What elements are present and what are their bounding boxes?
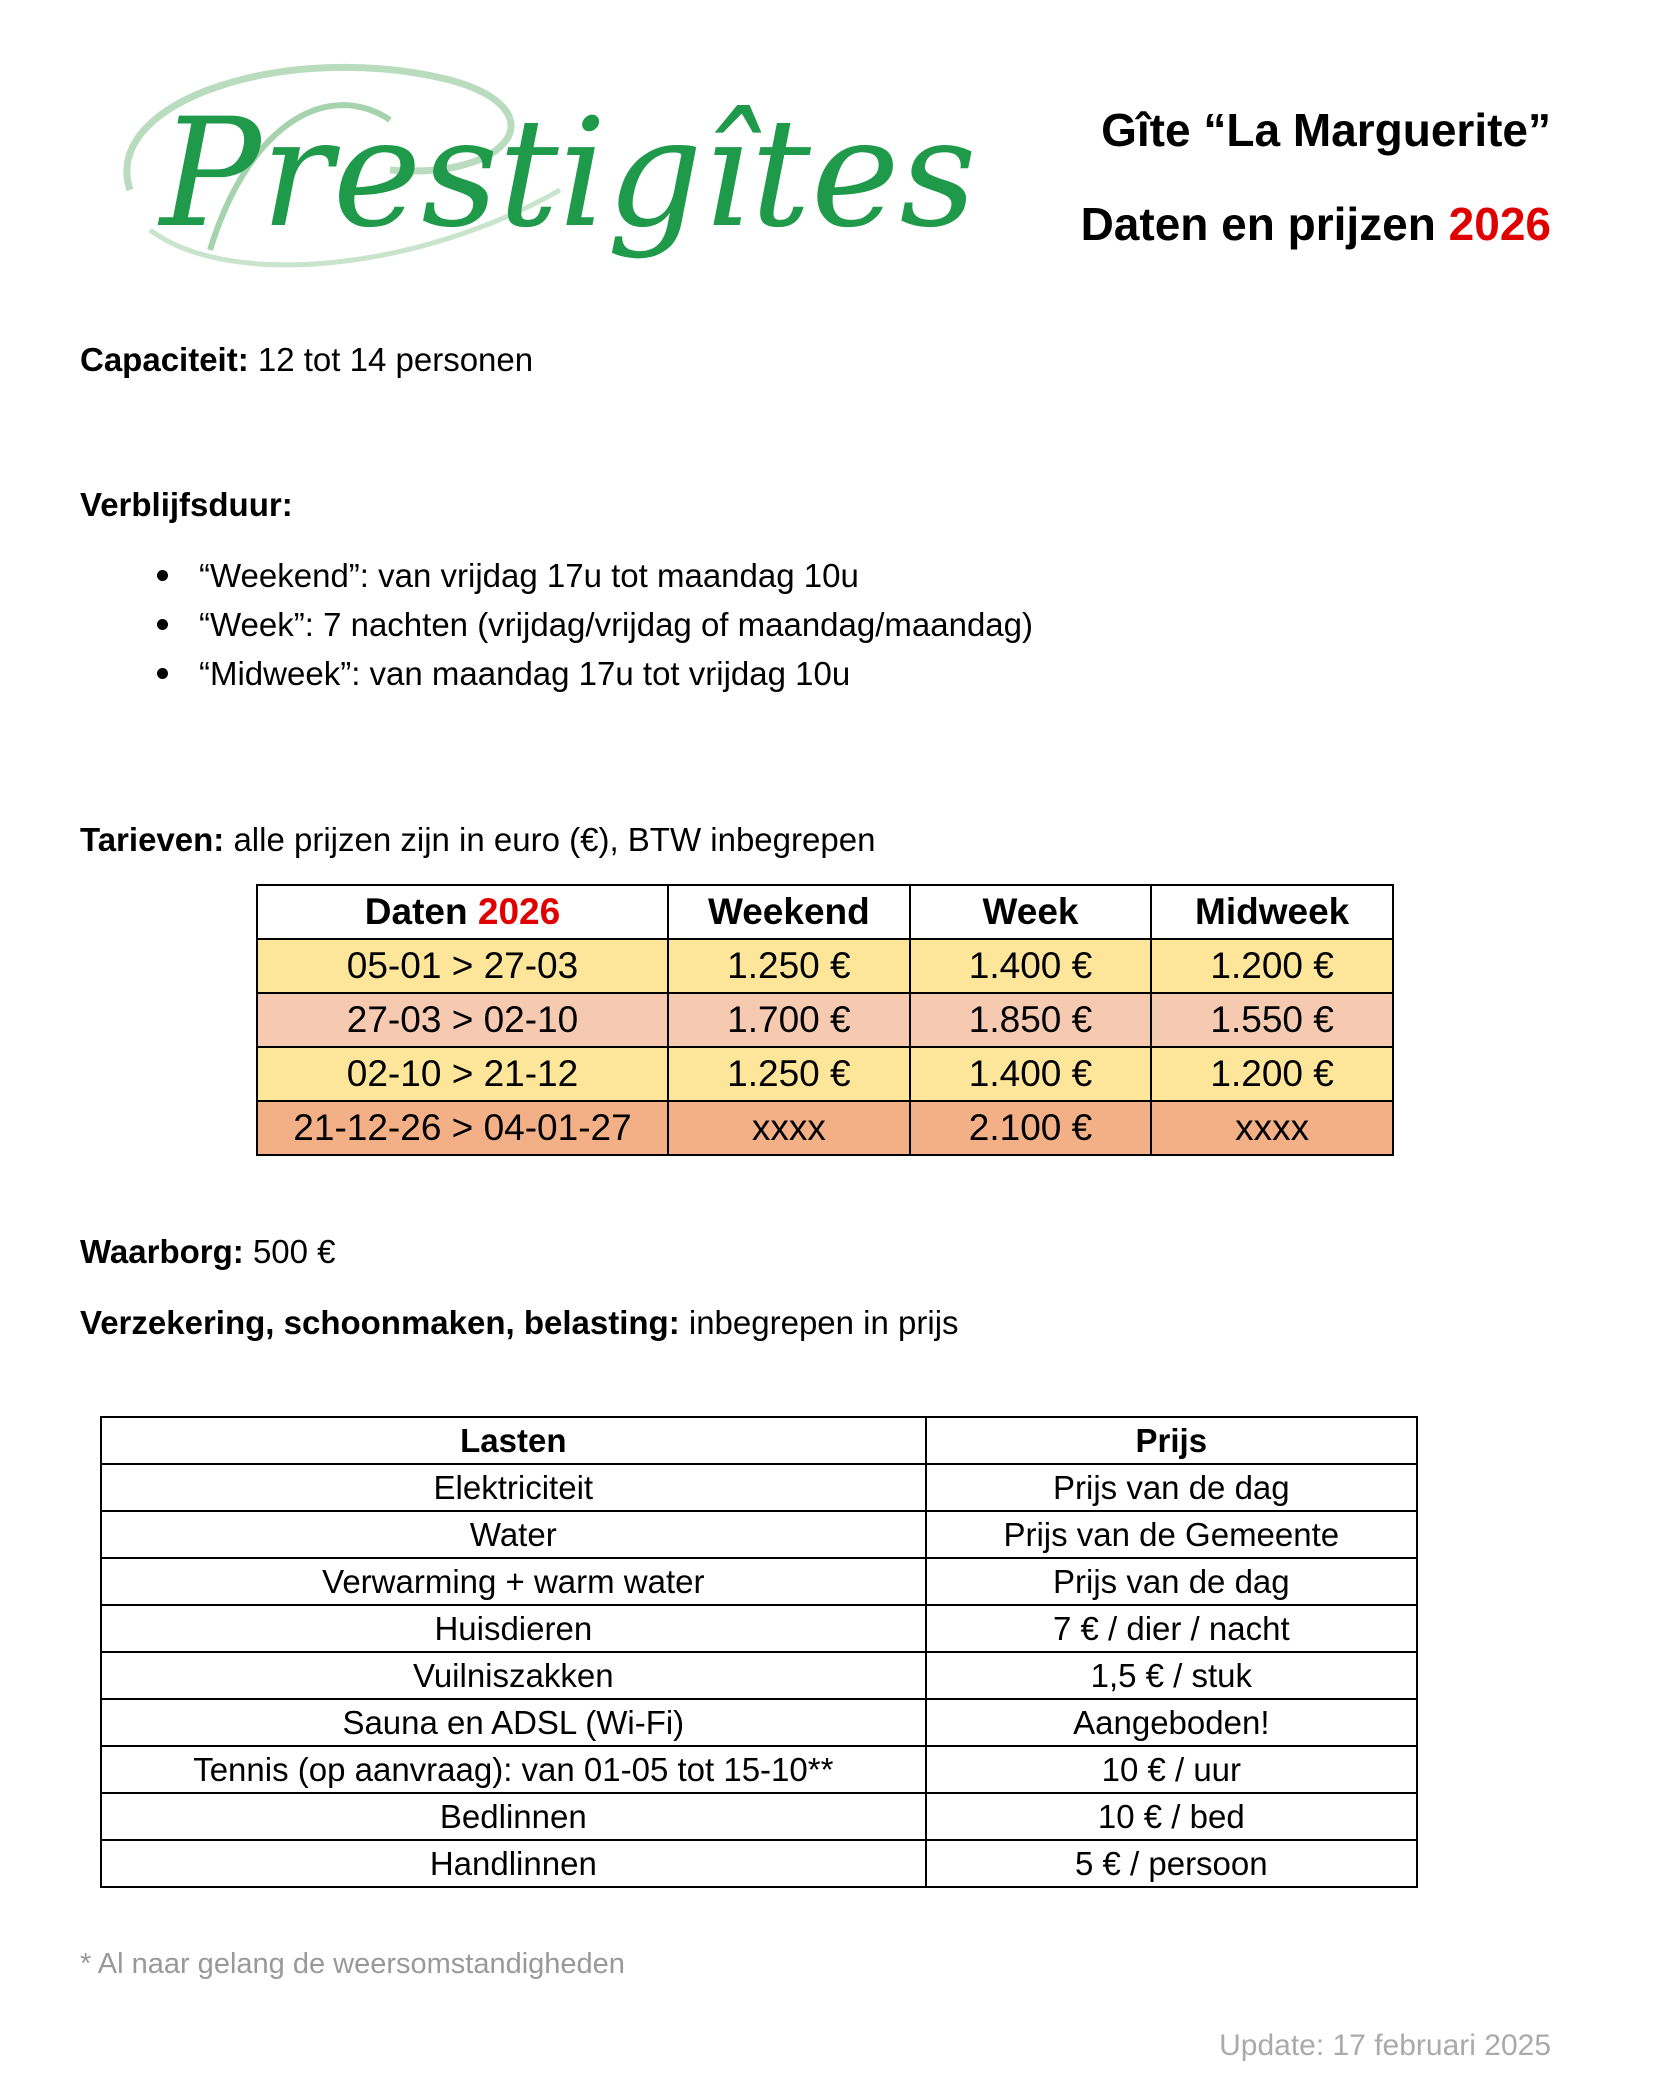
costs-table [100,1416,1418,1888]
cell-item: Bedlinnen [101,1793,926,1840]
cell-item: Huisdieren [101,1605,926,1652]
header-dates [257,885,668,939]
capacity-label: Capaciteit: [80,341,249,378]
list-item: “Weekend”: van vrijdag 17u tot maandag 10u [155,551,1033,600]
update-date: Update: 17 februari 2025 [1219,2029,1551,2062]
rates-table [256,884,1394,1156]
cell-item: Water [101,1511,926,1558]
footnote: * Al naar gelang de weersomstandigheden [80,1948,625,1980]
cell-week: 1.400 € [910,1047,1152,1101]
stay-heading [80,483,293,527]
cell-item: Vuilniszakken [101,1652,926,1699]
stay-list [155,551,1033,698]
rates-value: alle prijzen zijn in euro (€), BTW inbegrepen [224,821,876,858]
cell-price: Prijs van de dag [926,1464,1417,1511]
cell-price: 7 € / dier / nacht [926,1605,1417,1652]
cell-midweek: 1.200 € [1151,939,1393,993]
title-block [1081,100,1551,254]
cell-midweek: 1.550 € [1151,993,1393,1047]
cell-item: Sauna en ADSL (Wi-Fi) [101,1699,926,1746]
header-week: Week [910,885,1152,939]
insurance-label: Verzekering, schoonmaken, belasting: [80,1304,680,1341]
subtitle-year: 2026 [1448,198,1551,250]
cell-price: 10 € / uur [926,1746,1417,1793]
cell-weekend: 1.250 € [668,939,910,993]
deposit-label: Waarborg: [80,1233,244,1270]
header-dates-year: 2026 [477,891,561,932]
cell-price: 1,5 € / stuk [926,1652,1417,1699]
cell-weekend: xxxx [668,1101,910,1155]
subtitle-text: Daten en prijzen [1080,198,1436,250]
table-row [101,1840,1417,1887]
table-row [101,1746,1417,1793]
table-header-row [257,885,1393,939]
deposit-line [80,1230,336,1274]
cell-week: 1.850 € [910,993,1152,1047]
table-row [101,1605,1417,1652]
cell-price: Prijs van de dag [926,1558,1417,1605]
capacity-value: 12 tot 14 personen [248,341,534,378]
header-midweek: Midweek [1151,885,1393,939]
insurance-value: inbegrepen in prijs [679,1304,959,1341]
cell-week: 1.400 € [910,939,1152,993]
table-row [257,1101,1393,1155]
cell-item: Tennis (op aanvraag): van 01-05 tot 15-10** [101,1746,926,1793]
rates-line [80,818,875,862]
cell-price: 10 € / bed [926,1793,1417,1840]
cell-period: 21-12-26 > 04-01-27 [257,1101,668,1155]
table-row [257,939,1393,993]
cell-midweek: 1.200 € [1151,1047,1393,1101]
insurance-line [80,1301,959,1345]
page-subtitle [1081,194,1551,254]
cell-period: 05-01 > 27-03 [257,939,668,993]
page-title: Gîte “La Marguerite” [1101,104,1551,156]
cell-item: Verwarming + warm water [101,1558,926,1605]
cell-price: Aangeboden! [926,1699,1417,1746]
header-lasten: Lasten [101,1417,926,1464]
cell-weekend: 1.250 € [668,1047,910,1101]
table-header-row [101,1417,1417,1464]
list-item: “Midweek”: van maandag 17u tot vrijdag 10u [155,649,1033,698]
table-row [101,1464,1417,1511]
prestigites-logo [90,40,977,300]
deposit-value: 500 € [243,1233,336,1270]
cell-week: 2.100 € [910,1101,1152,1155]
cell-price: Prijs van de Gemeente [926,1511,1417,1558]
header-prijs: Prijs [926,1417,1417,1464]
cell-item: Elektriciteit [101,1464,926,1511]
cell-price: 5 € / persoon [926,1840,1417,1887]
table-row [101,1558,1417,1605]
header-weekend: Weekend [668,885,910,939]
table-row [101,1511,1417,1558]
cell-midweek: xxxx [1151,1101,1393,1155]
rates-label: Tarieven: [80,821,225,858]
cell-weekend: 1.700 € [668,993,910,1047]
cell-period: 02-10 > 21-12 [257,1047,668,1101]
table-row [257,993,1393,1047]
table-row [257,1047,1393,1101]
header-dates-text: Daten [364,891,468,932]
capacity-line [80,338,533,382]
cell-period: 27-03 > 02-10 [257,993,668,1047]
table-row [101,1699,1417,1746]
list-item: “Week”: 7 nachten (vrijdag/vrijdag of maandag/maandag) [155,600,1033,649]
table-row [101,1793,1417,1840]
cell-item: Handlinnen [101,1840,926,1887]
stay-label: Verblijfsduur: [80,486,293,523]
table-row [101,1652,1417,1699]
svg-text:Prestigîtes: Prestigîtes [160,87,977,261]
